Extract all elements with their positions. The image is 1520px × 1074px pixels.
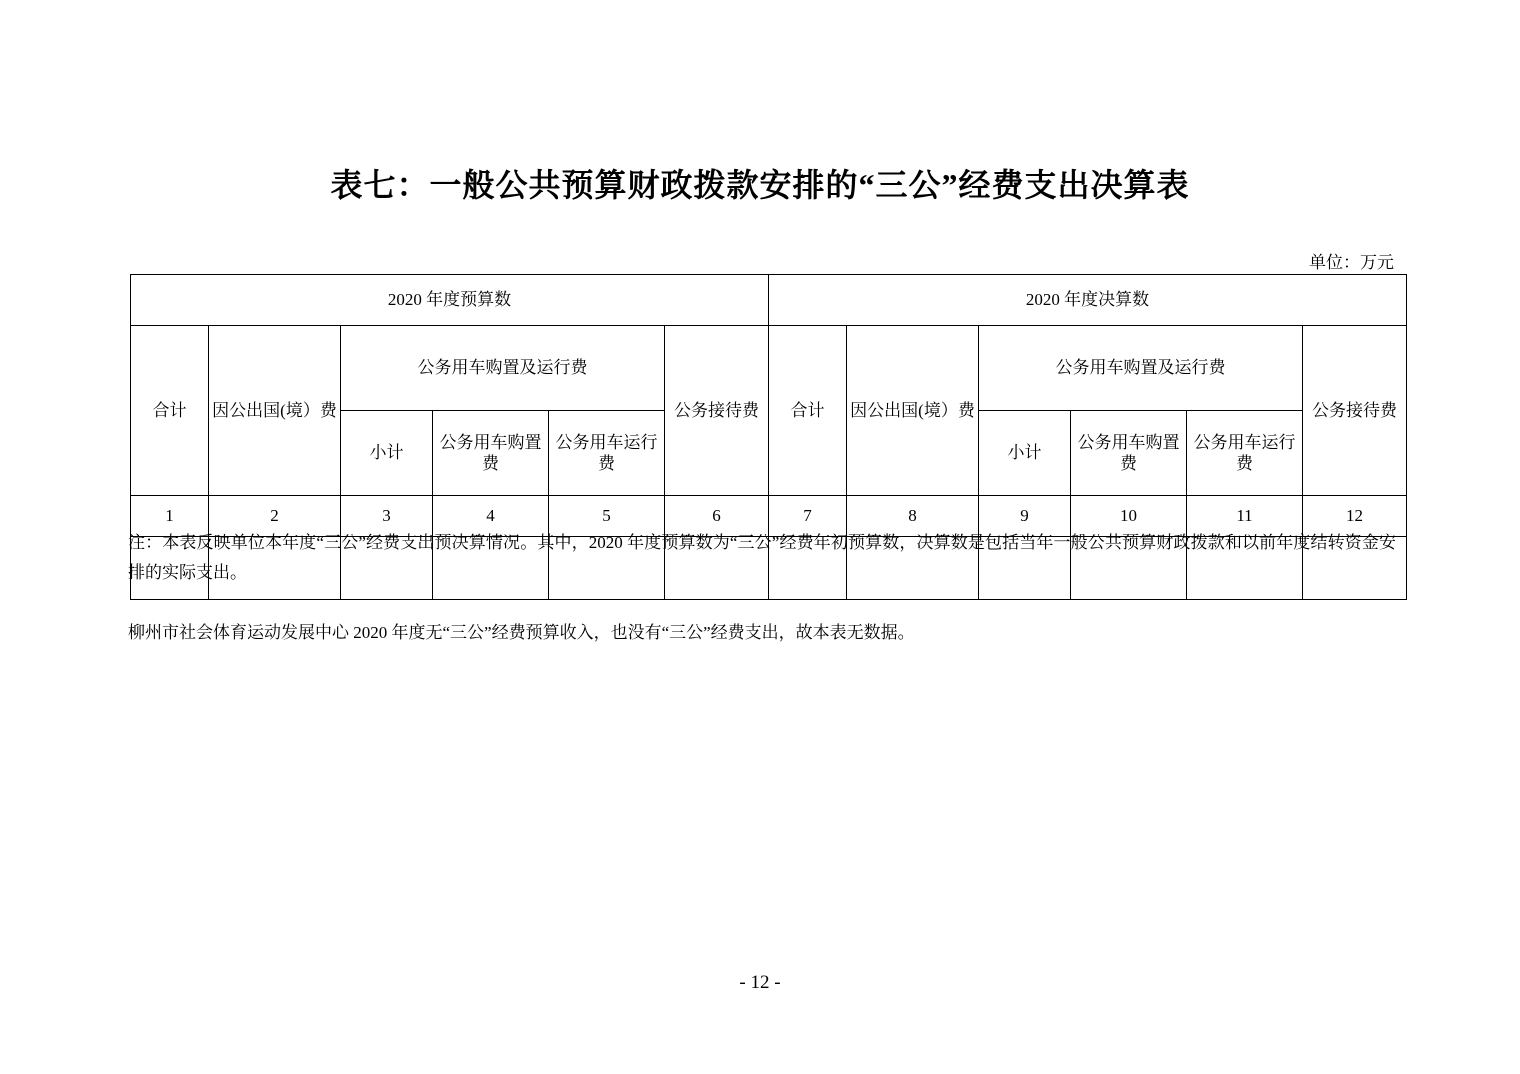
header-vehicle-subtotal-budget: 小计: [341, 411, 433, 496]
header-vehicle-group-final: 公务用车购置及运行费: [979, 326, 1303, 411]
column-number: 6: [665, 496, 769, 537]
column-number: 10: [1071, 496, 1187, 537]
column-number: 5: [549, 496, 665, 537]
header-vehicle-purchase-final: 公务用车购置费: [1071, 411, 1187, 496]
unit-label: 单位：万元: [1309, 253, 1394, 272]
column-number: 1: [131, 496, 209, 537]
table-group-header-row: [131, 275, 1407, 326]
page-number: - 12 -: [739, 972, 781, 993]
header-vehicle-group-budget: 公务用车购置及运行费: [341, 326, 665, 411]
header-reception-budget: 公务接待费: [665, 326, 769, 496]
group-header-final: 2020 年度决算数: [769, 275, 1407, 326]
note-primary: 注：本表反映单位本年度“三公”经费支出预决算情况。其中，2020 年度预算数为“三公”经费年初预算数，决算数是包括当年一般公共预算财政拨款和以前年度结转资金安排的实际支出。: [128, 533, 1396, 582]
header-vehicle-subtotal-final: 小计: [979, 411, 1071, 496]
column-number: 3: [341, 496, 433, 537]
column-number: 7: [769, 496, 847, 537]
header-reception-final: 公务接待费: [1303, 326, 1407, 496]
note-secondary: 柳州市社会体育运动发展中心 2020 年度无“三公”经费预算收入，也没有“三公”经费支出，故本表无数据。: [128, 622, 915, 642]
header-abroad-budget: 因公出国(境）费: [209, 326, 341, 496]
header-vehicle-purchase-budget: 公务用车购置费: [433, 411, 549, 496]
header-abroad-final: 因公出国(境）费: [847, 326, 979, 496]
header-total-budget: 合计: [131, 326, 209, 496]
column-number: 8: [847, 496, 979, 537]
table-header-row: [131, 326, 1407, 411]
column-number: 11: [1187, 496, 1303, 537]
column-number: 4: [433, 496, 549, 537]
header-vehicle-operation-final: 公务用车运行费: [1187, 411, 1303, 496]
column-number: 9: [979, 496, 1071, 537]
notes-section: [128, 528, 1396, 647]
page-title: 表七：一般公共预算财政拨款安排的“三公”经费支出决算表: [330, 167, 1190, 203]
header-vehicle-operation-budget: 公务用车运行费: [549, 411, 665, 496]
column-number: 12: [1303, 496, 1407, 537]
header-total-final: 合计: [769, 326, 847, 496]
group-header-budget: 2020 年度预算数: [131, 275, 769, 326]
column-number: 2: [209, 496, 341, 537]
